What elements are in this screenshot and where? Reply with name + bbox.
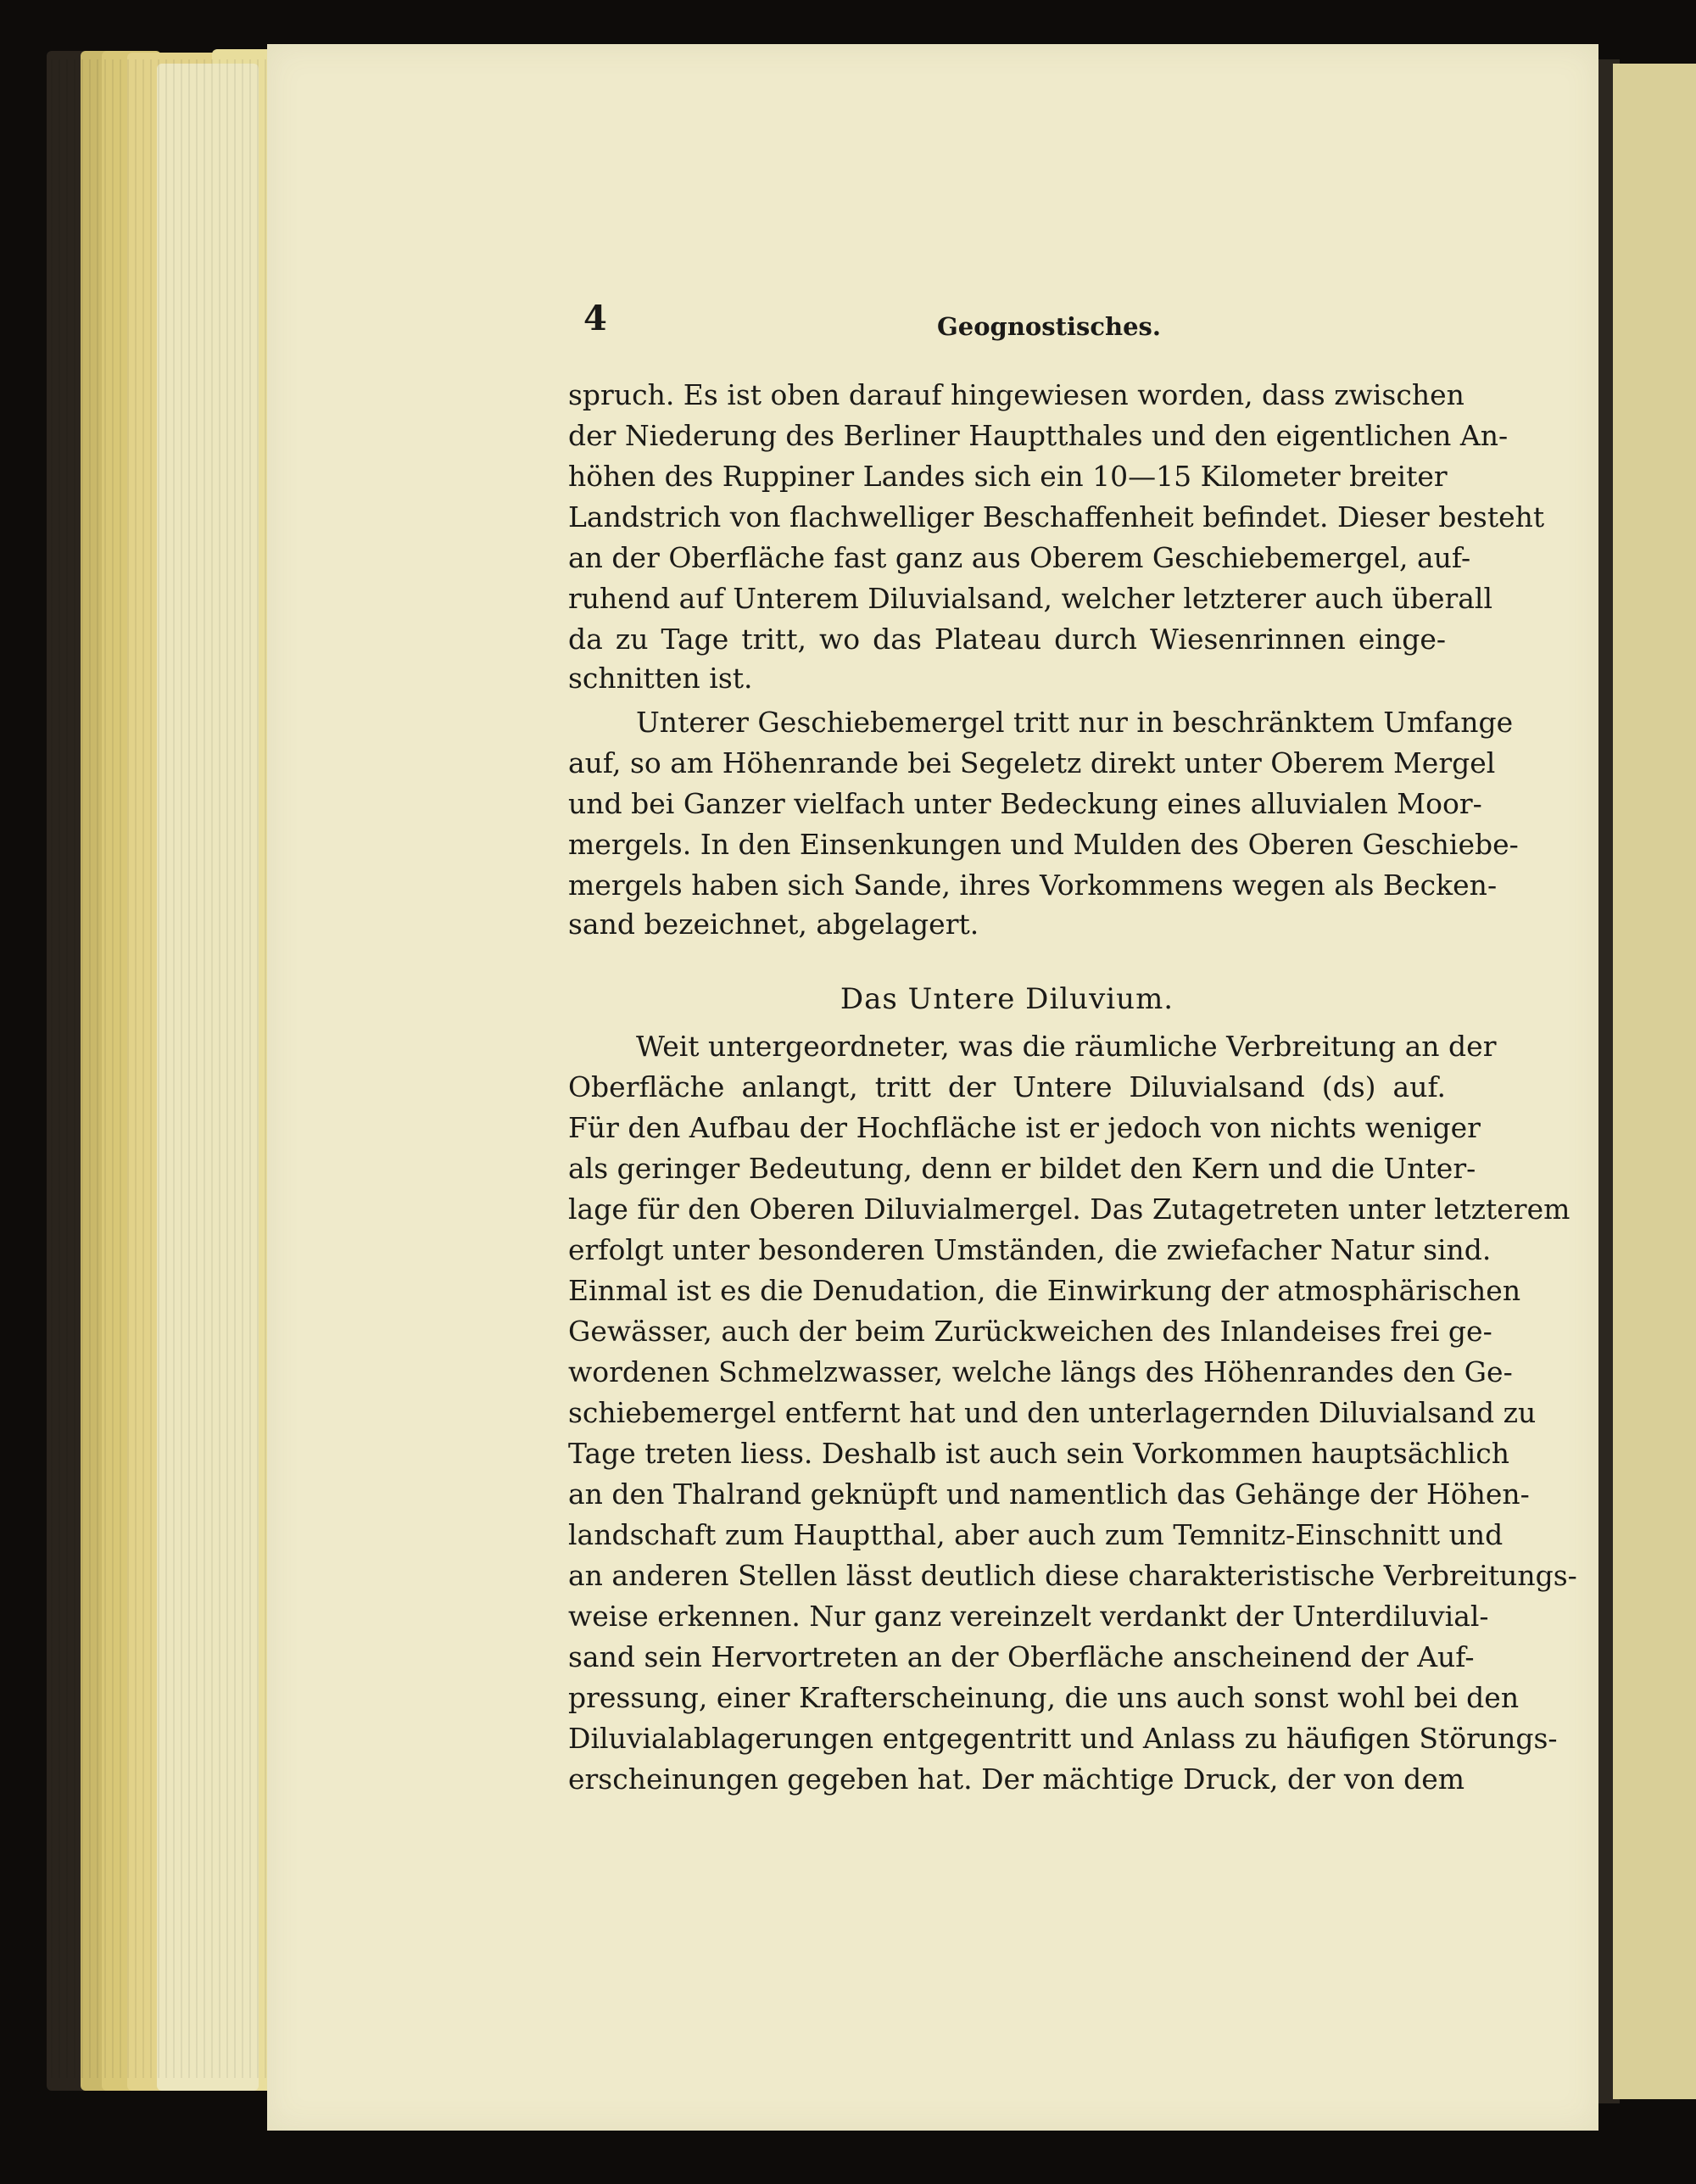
text-line: da zu Tage tritt, wo das Plateau durch Wiesenrinnen einge-	[568, 623, 1446, 656]
running-title: Geognostisches.	[937, 312, 1161, 341]
text-line: sand bezeichnet, abgelagert.	[568, 908, 979, 941]
text-line: Tage treten liess. Deshalb ist auch sein Vorkommen hauptsächlich	[568, 1437, 1509, 1470]
text-line: der Niederung des Berliner Hauptthales und den eigentlichen An-	[568, 419, 1509, 452]
text-line: an den Thalrand geknüpft und namentlich das Gehänge der Höhen-	[568, 1477, 1530, 1511]
page-edge-texture	[51, 59, 271, 2078]
text-line: landschaft zum Hauptthal, aber auch zum Temnitz-Einschnitt und	[568, 1518, 1504, 1551]
text-line: weise erkennen. Nur ganz vereinzelt verdankt der Unterdiluvial-	[568, 1600, 1489, 1633]
page-number: 4	[583, 299, 607, 338]
text-line: höhen des Ruppiner Landes sich ein 10—15 Kilometer breiter	[568, 460, 1448, 493]
text-line: wordenen Schmelzwasser, welche längs des Höhenrandes den Ge-	[568, 1355, 1513, 1388]
text-line: spruch. Es ist oben darauf hingewiesen worden, dass zwischen	[568, 378, 1464, 411]
text-line: lage für den Oberen Diluvialmergel. Das Zutagetreten unter letzterem	[568, 1193, 1570, 1226]
text-line: sand sein Hervortreten an der Oberfläche anscheinend der Auf-	[568, 1640, 1475, 1673]
text-line: schnitten ist.	[568, 662, 753, 695]
text-line: als geringer Bedeutung, denn er bildet den Kern und die Unter-	[568, 1152, 1476, 1185]
text-line: mergels haben sich Sande, ihres Vorkommens wegen als Becken-	[568, 869, 1498, 902]
text-line: an der Oberfläche fast ganz aus Oberem Geschiebemergel, auf-	[568, 541, 1471, 574]
text-line: schiebemergel entfernt hat und den unterlagernden Diluvialsand zu	[568, 1396, 1537, 1429]
text-line: pressung, einer Krafterscheinung, die uns auch sonst wohl bei den	[568, 1681, 1520, 1714]
text-line: an anderen Stellen lässt deutlich diese charakteristische Verbreitungs-	[568, 1559, 1577, 1592]
text-line: Für den Aufbau der Hochfläche ist er jedoch von nichts weniger	[568, 1111, 1481, 1144]
text-line: auf, so am Höhenrande bei Segeletz direkt unter Oberem Mergel	[568, 746, 1496, 779]
text-line: erfolgt unter besonderen Umständen, die zwiefacher Natur sind.	[568, 1233, 1492, 1266]
text-line: Weit untergeordneter, was die räumliche Verbreitung an der	[636, 1030, 1497, 1063]
text-line: Oberfläche anlangt, tritt der Untere Diluvialsand (ds) auf.	[568, 1070, 1446, 1103]
text-line: Diluvialablagerungen entgegentritt und Anlass zu häufigen Störungs-	[568, 1722, 1558, 1755]
text-line: ruhend auf Unterem Diluvialsand, welcher letzterer auch überall	[568, 582, 1493, 615]
section-heading: Das Untere Diluvium.	[840, 982, 1174, 1016]
text-line: Einmal ist es die Denudation, die Einwirkung der atmosphärischen	[568, 1274, 1521, 1307]
text-line: Unterer Geschiebemergel tritt nur in beschränktem Umfange	[636, 706, 1514, 739]
text-line: Landstrich von flachwelliger Beschaffenheit befindet. Dieser besteht	[568, 500, 1545, 533]
text-line: Gewässer, auch der beim Zurückweichen des Inlandeises frei ge-	[568, 1315, 1492, 1348]
text-line: und bei Ganzer vielfach unter Bedeckung eines alluvialen Moor-	[568, 787, 1482, 820]
text-line: erscheinungen gegeben hat. Der mächtige Druck, der von dem	[568, 1762, 1465, 1796]
text-line: mergels. In den Einsenkungen und Mulden des Oberen Geschiebe-	[568, 828, 1519, 861]
facing-page	[1613, 64, 1696, 2099]
